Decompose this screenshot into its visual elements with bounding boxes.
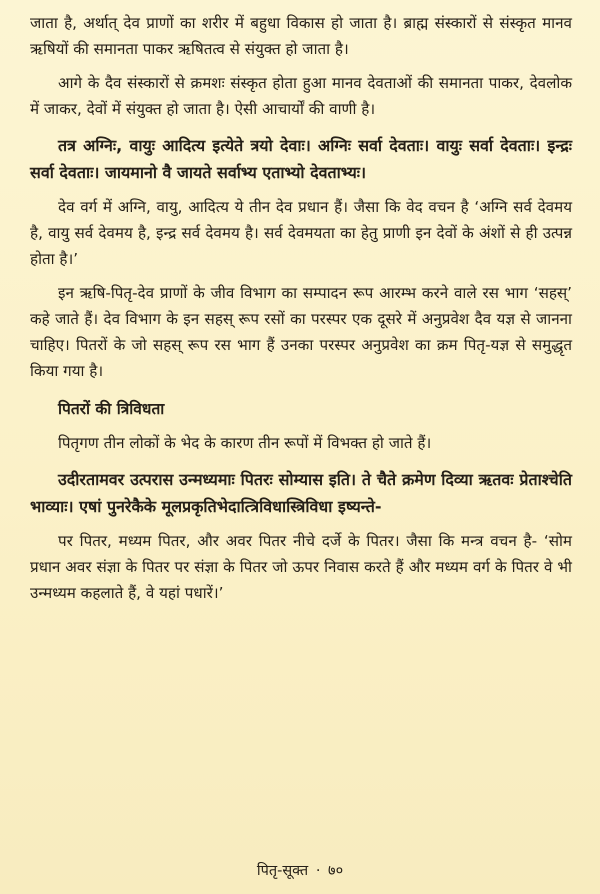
- paragraph-2: आगे के दैव संस्कारों से क्रमशः संस्कृत होता हुआ मानव देवताओं की समानता पाकर, देवलोक में जाकर, देवों में संयुक्त हो जाता है। ऐसी आचार्यों की वाणी है।: [30, 74, 572, 118]
- page-number: ७०: [328, 863, 344, 879]
- footer-title: पितृ-सूक्त: [256, 863, 309, 879]
- paragraph-6: पर पितर, मध्यम पितर, और अवर पितर नीचे दर्जे के पितर। जैसा कि मन्त्र वचन है- ‘सोम प्रधान अवर संज्ञा के पितर पर संज्ञा के पितर जो ऊपर निवास करते हैं और मध्यम वर्ग के पितर वे भी उन्मध्यम कहलाते हैं, वे यहां पधारें।’: [30, 532, 572, 602]
- paragraph-3: देव वर्ग में अग्नि, वायु, आदित्य ये तीन देव प्रधान हैं। जैसा कि वेद वचन है ‘अग्नि सर्व देवमय है, वायु सर्व देवमय है, इन्द्र सर्व देवमय है। सर्व देवमयता का हेतु प्राणी इन देवों के अंशों से ही उत्पन्न होता है।’: [30, 198, 572, 268]
- page-footer: [0, 860, 600, 880]
- paragraph-5: पितृगण तीन लोकों के भेद के कारण तीन रूपों में विभक्त हो जाते हैं।: [58, 434, 432, 452]
- sanskrit-verse-2: उदीरतामवर उत्परास उन्मध्यमाः पितरः सोम्यास इति। ते चैते क्रमेण दिव्या ऋतवः प्रेताश्चेति भाव्याः। एषां पुनरेकैके मूलप्रकृतिभेदात्त्रिविधास्त्रिविधा इष्यन्ते-: [30, 470, 572, 516]
- footer-separator: ·: [315, 863, 321, 879]
- paragraph-1: जाता है, अर्थात् देव प्राणों का शरीर में बहुधा विकास हो जाता है। ब्राह्म संस्कारों से संस्कृत मानव ऋषियों की समानता पाकर ऋषितत्व से संयुक्त हो जाता है।: [30, 14, 572, 58]
- section-heading: पितरों की त्रिविधता: [58, 400, 165, 418]
- sanskrit-verse-1: तत्र अग्निः, वायुः आदित्य इत्येते त्रयो देवाः। अग्निः सर्वा देवताः। वायुः सर्वा देवताः। इन्द्रः सर्वा देवताः। जायमानो वै जायते सर्वाभ्य एताभ्यो देवताभ्यः।: [30, 136, 572, 182]
- paragraph-4: इन ऋषि-पितृ-देव प्राणों के जीव विभाग का सम्पादन रूप आरम्भ करने वाले रस भाग ‘सहस्’ कहे जाते हैं। देव विभाग के इन सहस् रूप रसों का परस्पर एक दूसरे में अनुप्रवेश दैव यज्ञ से जानना चाहिए। पितरों के जो सहस् रूप रस भाग हैं उनका परस्पर अनुप्रवेश का क्रम पितृ-यज्ञ से समुद्धृत किया गया है।: [30, 284, 572, 380]
